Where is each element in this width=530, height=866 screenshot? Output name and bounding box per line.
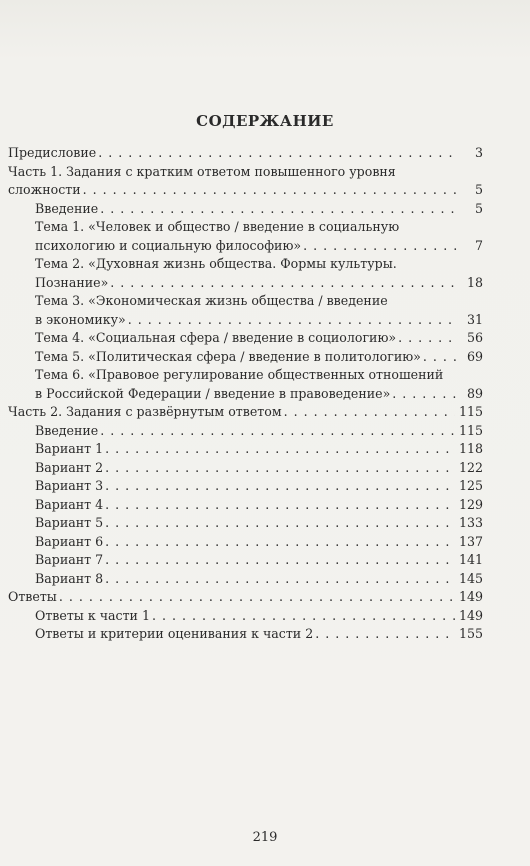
toc-entry-label-line1: Часть 1. Задания с кратким ответом повышенного уровня <box>8 163 396 179</box>
toc-leader-dots <box>105 514 455 533</box>
toc-entry-part1-intro <box>8 200 483 219</box>
toc-entry-label: Вариант 8 <box>35 570 104 586</box>
toc-entry-preface <box>8 144 483 163</box>
toc-entry-label-line1: Тема 6. «Правовое регулирование общественных отношений <box>35 367 444 382</box>
table-of-contents <box>8 144 483 644</box>
toc-entry-answers <box>8 588 483 607</box>
toc-entry-label: Ответы и критерии оценивания к части 2 <box>35 626 314 641</box>
toc-entry-label: Введение <box>35 422 99 438</box>
toc-entry-label: Ответы <box>8 589 57 604</box>
toc-entry-variant <box>8 440 483 459</box>
toc-entry-page: 89 <box>466 385 483 401</box>
toc-entry-label-line2: сложности <box>8 182 81 197</box>
toc-entry-topic2 <box>8 255 483 292</box>
toc-entry-label-line2: Познание» <box>35 274 109 290</box>
toc-leader-dots <box>105 477 455 496</box>
toc-leader-dots <box>105 533 455 552</box>
toc-entry-topic6 <box>8 366 483 403</box>
toc-entry-variant <box>8 533 483 552</box>
toc-leader-dots <box>98 144 459 163</box>
toc-entry-label: Вариант 6 <box>35 533 104 549</box>
toc-entry-variant <box>8 477 483 496</box>
toc-entry-label-line1: Тема 2. «Духовная жизнь общества. Формы культуры. <box>35 256 397 271</box>
toc-entry-page: 141 <box>458 552 483 567</box>
toc-entry-page: 115 <box>458 422 483 438</box>
toc-entry-label: Вариант 5 <box>35 515 104 530</box>
toc-entry-answers-part1 <box>8 607 483 626</box>
toc-entry-page: 31 <box>466 311 483 327</box>
toc-entry-topic4 <box>8 329 483 348</box>
toc-entry-variant <box>8 459 483 478</box>
toc-entry-page: 5 <box>474 182 483 197</box>
toc-entry-page: 122 <box>458 459 483 475</box>
page-number: 219 <box>252 830 278 845</box>
toc-entry-page: 149 <box>458 607 483 623</box>
toc-leader-dots <box>105 551 455 570</box>
page-title: СОДЕРЖАНИЕ <box>196 112 334 130</box>
toc-leader-dots <box>59 588 455 607</box>
toc-entry-page: 155 <box>458 626 483 641</box>
toc-entry-page: 149 <box>458 589 483 604</box>
toc-entry-label-line2: в Российской Федерации / введение в правоведение» <box>35 385 391 401</box>
toc-leader-dots <box>398 329 459 348</box>
toc-entry-page: 118 <box>458 441 483 456</box>
toc-entry-part2 <box>8 403 483 422</box>
toc-entry-part1 <box>8 163 483 200</box>
toc-entry-variant <box>8 551 483 570</box>
toc-entry-page: 133 <box>458 515 483 530</box>
toc-entry-label: Тема 4. «Социальная сфера / введение в социологию» <box>35 330 397 345</box>
toc-leader-dots <box>105 496 455 515</box>
toc-entry-page: 3 <box>474 145 483 160</box>
toc-entry-label: Вариант 3 <box>35 478 104 493</box>
toc-entry-page: 125 <box>458 478 483 493</box>
toc-leader-dots <box>423 348 459 367</box>
toc-entry-page: 129 <box>458 496 483 512</box>
toc-leader-dots <box>105 459 455 478</box>
toc-entry-topic1 <box>8 218 483 255</box>
toc-entry-page: 145 <box>458 570 483 586</box>
toc-entry-label: Вариант 1 <box>35 441 104 456</box>
toc-leader-dots <box>83 181 459 200</box>
toc-entry-label: Вариант 7 <box>35 552 104 567</box>
toc-entry-page: 56 <box>466 330 483 345</box>
toc-entry-label: Введение <box>35 200 99 216</box>
toc-entry-label-line1: Тема 1. «Человек и общество / введение в социальную <box>35 219 400 234</box>
toc-entry-page: 115 <box>458 404 483 419</box>
toc-entry-part2-intro <box>8 422 483 441</box>
toc-leader-dots <box>128 311 459 330</box>
toc-entry-label-line1: Тема 3. «Экономическая жизнь общества / введение <box>35 293 388 308</box>
toc-entry-label: Вариант 2 <box>35 459 104 475</box>
toc-entry-page: 5 <box>474 200 483 216</box>
toc-entry-label: Предисловие <box>8 145 97 160</box>
toc-entry-label-line2: психологию и социальную философию» <box>35 237 302 253</box>
toc-entry-variant <box>8 514 483 533</box>
toc-leader-dots <box>105 570 455 589</box>
toc-entry-variant <box>8 496 483 515</box>
toc-entry-page: 69 <box>466 348 483 364</box>
toc-leader-dots <box>100 200 459 219</box>
toc-entry-variant <box>8 570 483 589</box>
toc-entry-page: 18 <box>466 274 483 290</box>
toc-entry-label: Тема 5. «Политическая сфера / введение в политологию» <box>35 348 421 364</box>
toc-entry-topic5 <box>8 348 483 367</box>
toc-leader-dots <box>315 625 455 644</box>
toc-entry-page: 137 <box>458 533 483 549</box>
toc-entry-page: 7 <box>474 237 483 253</box>
toc-entry-topic3 <box>8 292 483 329</box>
toc-entry-label: Часть 2. Задания с развёрнутым ответом <box>8 404 282 419</box>
toc-entry-label: Ответы к части 1 <box>35 607 150 623</box>
toc-leader-dots <box>110 274 459 293</box>
toc-entry-label-line2: в экономику» <box>35 311 126 327</box>
toc-leader-dots <box>303 237 459 256</box>
toc-leader-dots <box>105 440 455 459</box>
toc-entry-label: Вариант 4 <box>35 496 104 512</box>
toc-leader-dots <box>152 607 455 626</box>
toc-entry-answers-part2 <box>8 625 483 644</box>
toc-leader-dots <box>284 403 455 422</box>
toc-leader-dots <box>392 385 459 404</box>
toc-leader-dots <box>100 422 455 441</box>
